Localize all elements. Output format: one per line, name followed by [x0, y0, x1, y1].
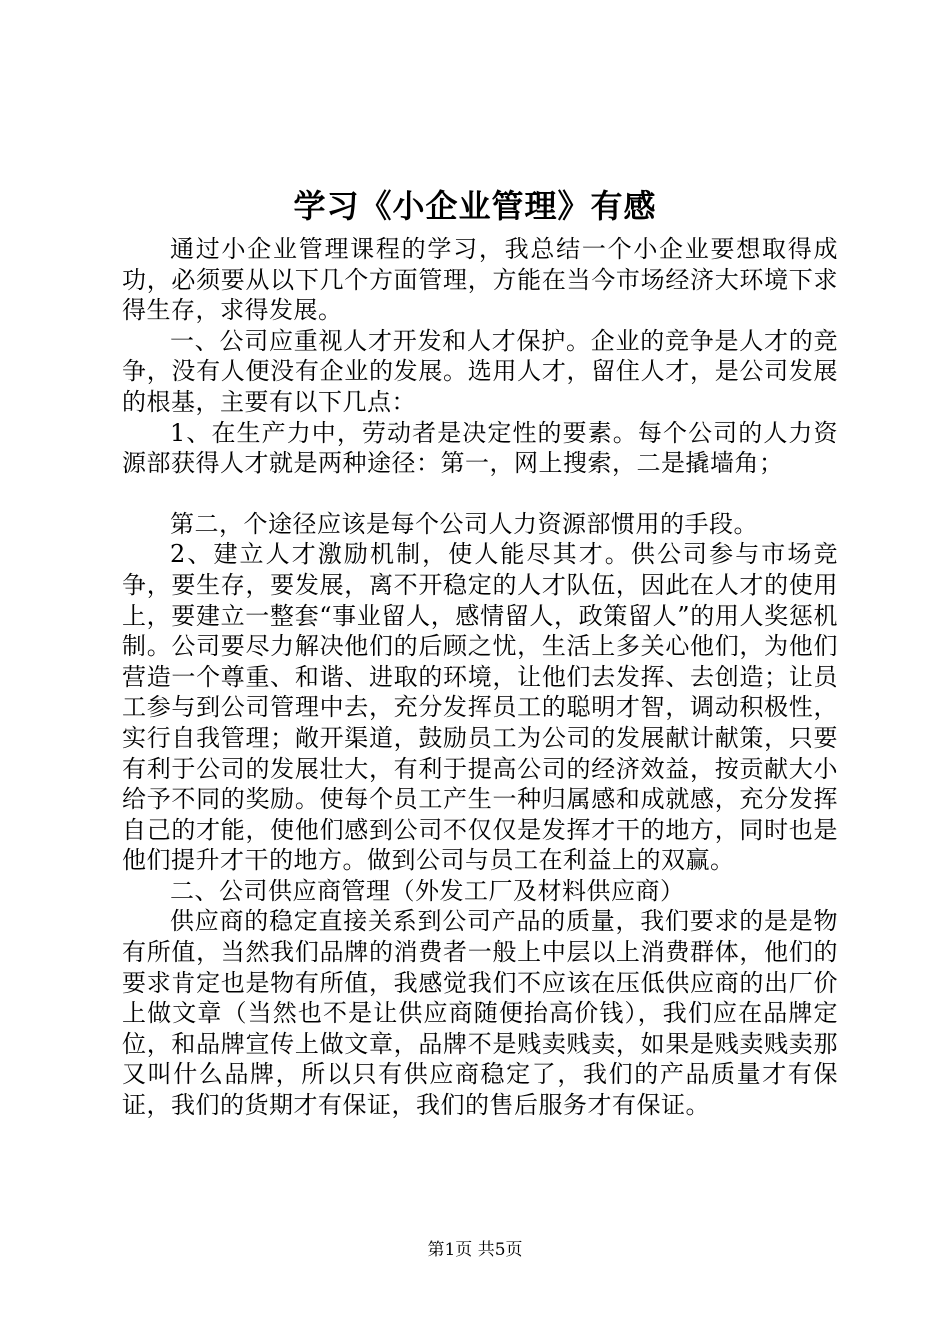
- paragraph-intro: 通过小企业管理课程的学习，我总结一个小企业要想取得成功，必须要从以下几个方面管理，方能在当今市场经济大环境下求得生存，求得发展。: [122, 235, 838, 325]
- page-indicator: 第1页 共5页: [427, 1240, 523, 1260]
- paragraph-section-one: 一、公司应重视人才开发和人才保护。企业的竞争是人才的竞争，没有人便没有企业的发展。选用人才，留住人才，是公司发展的根基，主要有以下几点：: [122, 326, 838, 416]
- paragraph-section-two: 二、公司供应商管理（外发工厂及材料供应商）: [170, 876, 685, 905]
- paragraph-suppliers: 供应商的稳定直接关系到公司产品的质量，我们要求的是是物有所值，当然我们品牌的消费者一般上中层以上消费群体，他们的要求肯定也是物有所值，我感觉我们不应该在压低供应商的出厂价上做文章（当然也不是让供应商随便抬高价钱），我们应在品牌定位，和品牌宣传上做文章，品牌不是贱卖贱卖，如果是贱卖贱卖那又叫什么品牌，所以只有供应商稳定了，我们的产品质量才有保证，我们的货期才有保证，我们的售后服务才有保证。: [122, 907, 838, 1120]
- document-title: 学习《小企业管理》有感: [293, 187, 657, 225]
- paragraph-point-two: 2、建立人才激励机制，使人能尽其才。供公司参与市场竞争，要生存，要发展，离不开稳定的人才队伍，因此在人才的使用上，要建立一整套“事业留人，感情留人，政策留人”的用人奖惩机制。公司要尽力解决他们的后顾之忧，生活上多关心他们，为他们营造一个尊重、和谐、进取的环境，让他们去发挥、去创造；让员工参与到公司管理中去，充分发挥员工的聪明才智，调动积极性，实行自我管理；敞开渠道，鼓励员工为公司的发展献计献策，只要有利于公司的发展壮大，有利于提高公司的经济效益，按贡献大小给予不同的奖励。使每个员工产生一种归属感和成就感，充分发挥自己的才能，使他们感到公司不仅仅是发挥才干的地方，同时也是他们提升才干的地方。做到公司与员工在利益上的双赢。: [122, 540, 838, 875]
- document-body: [122, 234, 838, 1121]
- paragraph-second-way: 第二，个途径应该是每个公司人力资源部惯用的手段。: [170, 509, 758, 538]
- paragraph-point-one: 1、在生产力中，劳动者是决定性的要素。每个公司的人力资源部获得人才就是两种途径：第一，网上搜索，二是撬墙角；: [122, 418, 838, 478]
